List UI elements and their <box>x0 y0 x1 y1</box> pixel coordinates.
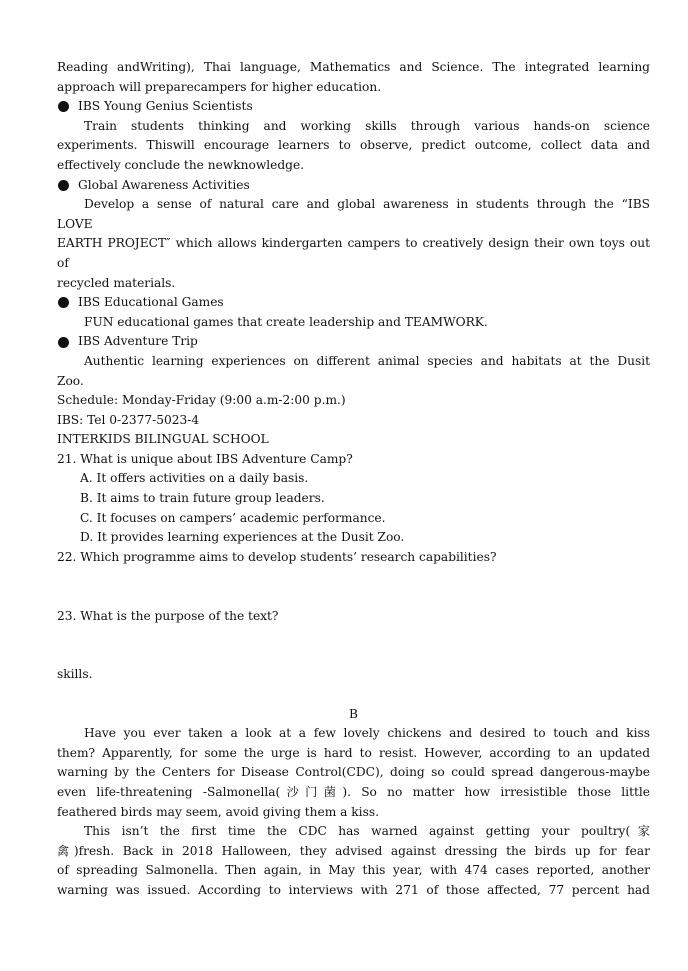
bullet-icon <box>58 101 69 112</box>
intro-line-2: approach will preparecampers for higher education. <box>57 79 382 94</box>
section-heading-games <box>57 293 650 313</box>
schedule-text: Schedule: Monday-Friday (9:00 a.m-2:00 p.m.) <box>57 393 346 408</box>
section-text: of <box>57 255 69 270</box>
options-23-row-1 <box>57 626 650 646</box>
section-heading-global <box>57 176 650 196</box>
document-page <box>57 58 650 901</box>
passage-line: Have you ever taken a look at a few lovely chickens and desired to touch and kiss <box>84 726 650 741</box>
section-text: recycled materials. <box>57 275 176 290</box>
section-text: EARTH PROJECT″ which allows kindergarten campers to creatively design their own toys out <box>57 236 650 251</box>
option-21-b: B. It aims to train future group leaders. <box>80 491 325 506</box>
option-21-c: C. It focuses on campers’ academic performance. <box>80 510 386 525</box>
section-title: Global Awareness Activities <box>78 177 250 192</box>
section-text: Develop a sense of natural care and global awareness in students through the “IBS <box>84 197 650 212</box>
section-text: Zoo. <box>57 373 84 388</box>
section-title: IBS Adventure Trip <box>78 334 198 349</box>
bullet-icon <box>58 337 69 348</box>
section-text: FUN educational games that create leadership and TEAMWORK. <box>84 314 488 329</box>
options-22-row-2 <box>57 587 650 607</box>
passage-line: 禽)fresh. Back in 2018 Halloween, they advised against dressing the birds up for fear <box>57 843 650 858</box>
section-text: Authentic learning experiences on different animal species and habitats at the Dusit <box>84 353 650 368</box>
section-heading-adventure <box>57 332 650 352</box>
passage-line: them? Apparently, for some the urge is hard to resist. However, according to an updated <box>57 745 650 760</box>
passage-line: This isn’t the first time the CDC has warned against getting your poultry(家 <box>84 824 650 839</box>
option-21-d: D. It provides learning experiences at the Dusit Zoo. <box>80 530 405 545</box>
passage-line: of spreading Salmonella. Then again, in May this year, with 474 cases reported, another <box>57 863 650 878</box>
passage-line: warning by the Centers for Disease Control(CDC), doing so could spread dangerous-maybe <box>57 765 650 780</box>
school-name: INTERKIDS BILINGUAL SCHOOL <box>57 432 269 447</box>
section-heading-scientists <box>57 97 650 117</box>
phone-text: IBS: Tel 0-2377-5023-4 <box>57 412 200 427</box>
passage-line: even life-threatening -Salmonella(沙门菌). So no matter how irresistible those little <box>57 784 650 799</box>
passage-line: feathered birds may seem, avoid giving them a kiss. <box>57 804 379 819</box>
question-23: 23. What is the purpose of the text? <box>57 608 279 623</box>
section-title: IBS Educational Games <box>78 295 224 310</box>
option-23-d-continued: skills. <box>57 667 93 682</box>
intro-line-1: Reading andWriting), Thai language, Mathematics and Science. The integrated learning <box>57 60 650 74</box>
section-text: LOVE <box>57 216 93 231</box>
bullet-icon <box>58 180 69 191</box>
section-text: Train students thinking and working skills through various hands-on science <box>84 118 650 133</box>
section-title: IBS Young Genius Scientists <box>78 99 253 114</box>
options-22-row-1 <box>57 567 650 587</box>
question-21: 21. What is unique about IBS Adventure Camp? <box>57 451 353 466</box>
passage-line: warning was issued. According to interviews with 271 of those affected, 77 percent had <box>57 882 650 897</box>
option-21-a: A. It offers activities on a daily basis. <box>80 471 309 486</box>
question-22: 22. Which programme aims to develop students’ research capabilities? <box>57 549 497 564</box>
part-b-heading: B <box>349 706 358 721</box>
options-23-row-2 <box>57 646 650 666</box>
bullet-icon <box>58 297 69 308</box>
section-text: experiments. Thiswill encourage learners to observe, predict outcome, collect data and <box>57 138 650 153</box>
section-text: effectively conclude the newknowledge. <box>57 157 305 172</box>
